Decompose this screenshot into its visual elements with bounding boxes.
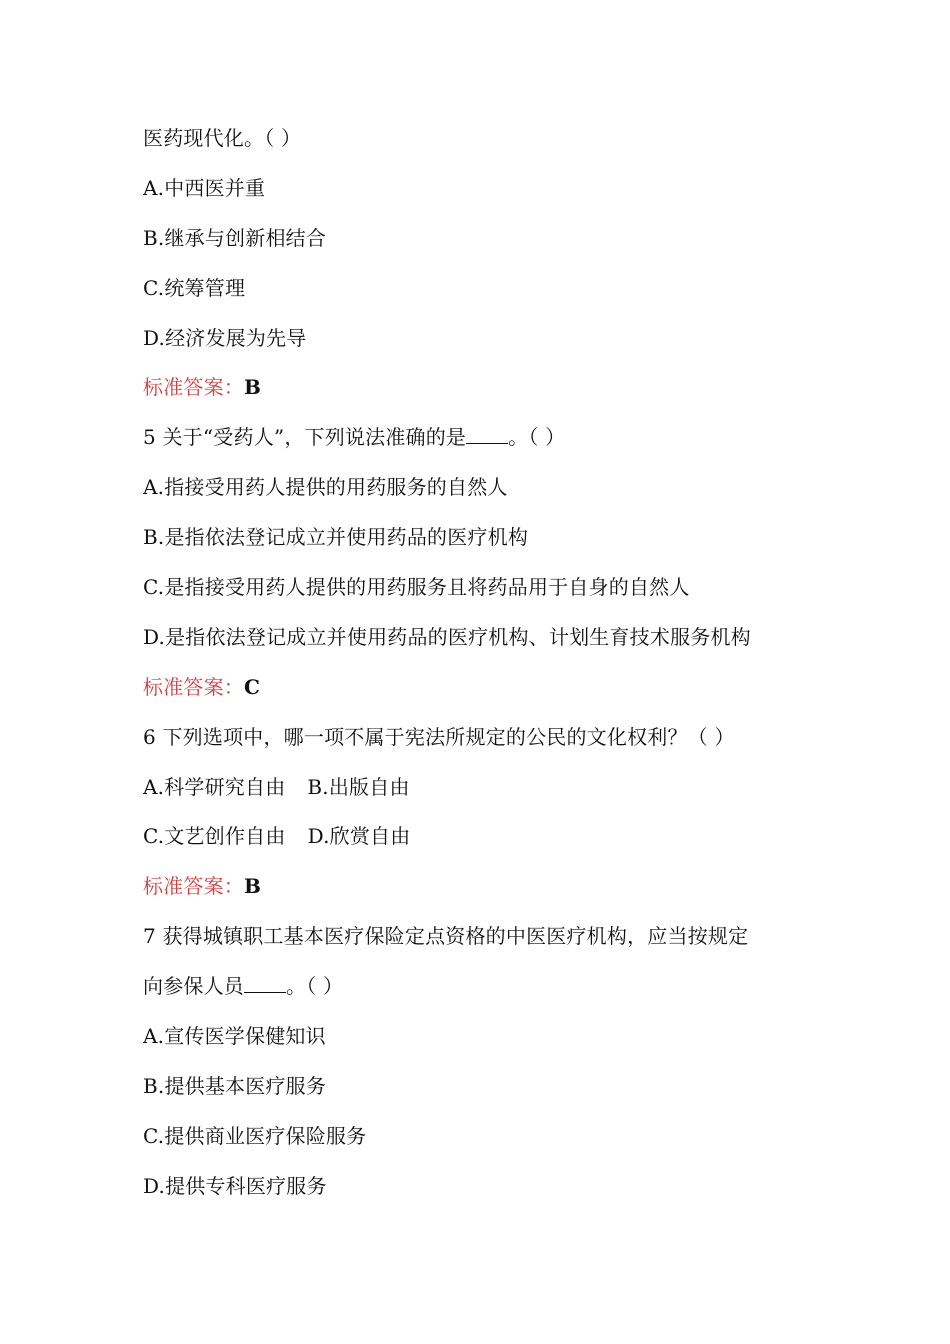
option-c: C.统筹管理	[143, 275, 246, 300]
question-stem: 7 获得城镇职工基本医疗保险定点资格的中医医疗机构，应当按规定	[143, 924, 749, 949]
answer-label: 标准答案：	[143, 874, 244, 899]
answer-value: B	[244, 874, 262, 899]
option-c: C.是指接受用药人提供的用药服务且将药品用于自身的自然人	[143, 575, 690, 600]
option-a: A.宣传医学保健知识	[143, 1024, 326, 1049]
standard-answer	[143, 862, 823, 912]
standard-answer	[143, 663, 823, 713]
fill-blank	[466, 425, 508, 444]
option-a: A.中西医并重	[143, 175, 266, 200]
option-b: B.是指依法登记成立并使用药品的医疗机构	[143, 525, 529, 550]
option-c: C.提供商业医疗保险服务	[143, 1123, 367, 1148]
question-stem: 6 下列选项中，哪一项不属于宪法所规定的公民的文化权利？（ ）	[143, 724, 735, 749]
option-d: D.欣赏自由	[307, 824, 411, 849]
question-stem-text: 。（ ）	[508, 425, 566, 450]
question-stem-text: 。（ ）	[286, 974, 344, 999]
question-stem-continued	[143, 962, 823, 1012]
option-b: B.继承与创新相结合	[143, 225, 327, 250]
answer-label: 标准答案：	[143, 375, 244, 400]
option-a: A.科学研究自由	[143, 774, 286, 799]
option-a: A.指接受用药人提供的用药服务的自然人	[143, 475, 508, 500]
option-d: D.是指依法登记成立并使用药品的医疗机构、计划生育技术服务机构	[143, 624, 751, 649]
question-list	[143, 114, 823, 1212]
answer-label: 标准答案：	[143, 674, 244, 699]
option-row	[143, 763, 823, 813]
question-stem: 医药现代化。（ ）	[143, 126, 302, 150]
option-c: C.文艺创作自由	[143, 824, 286, 849]
option-b: B.提供基本医疗服务	[143, 1073, 327, 1098]
answer-value: C	[244, 674, 261, 699]
option-d: D.经济发展为先导	[143, 325, 307, 350]
standard-answer	[143, 363, 823, 413]
answer-value: B	[244, 375, 262, 400]
option-row	[143, 812, 823, 862]
option-b: B.出版自由	[307, 774, 410, 799]
question-stem	[143, 413, 823, 463]
fill-blank	[244, 974, 286, 993]
option-d: D.提供专科医疗服务	[143, 1173, 327, 1198]
question-stem-text: 5 关于“受药人”，下列说法准确的是	[143, 425, 467, 450]
question-stem-text: 向参保人员	[143, 974, 244, 999]
